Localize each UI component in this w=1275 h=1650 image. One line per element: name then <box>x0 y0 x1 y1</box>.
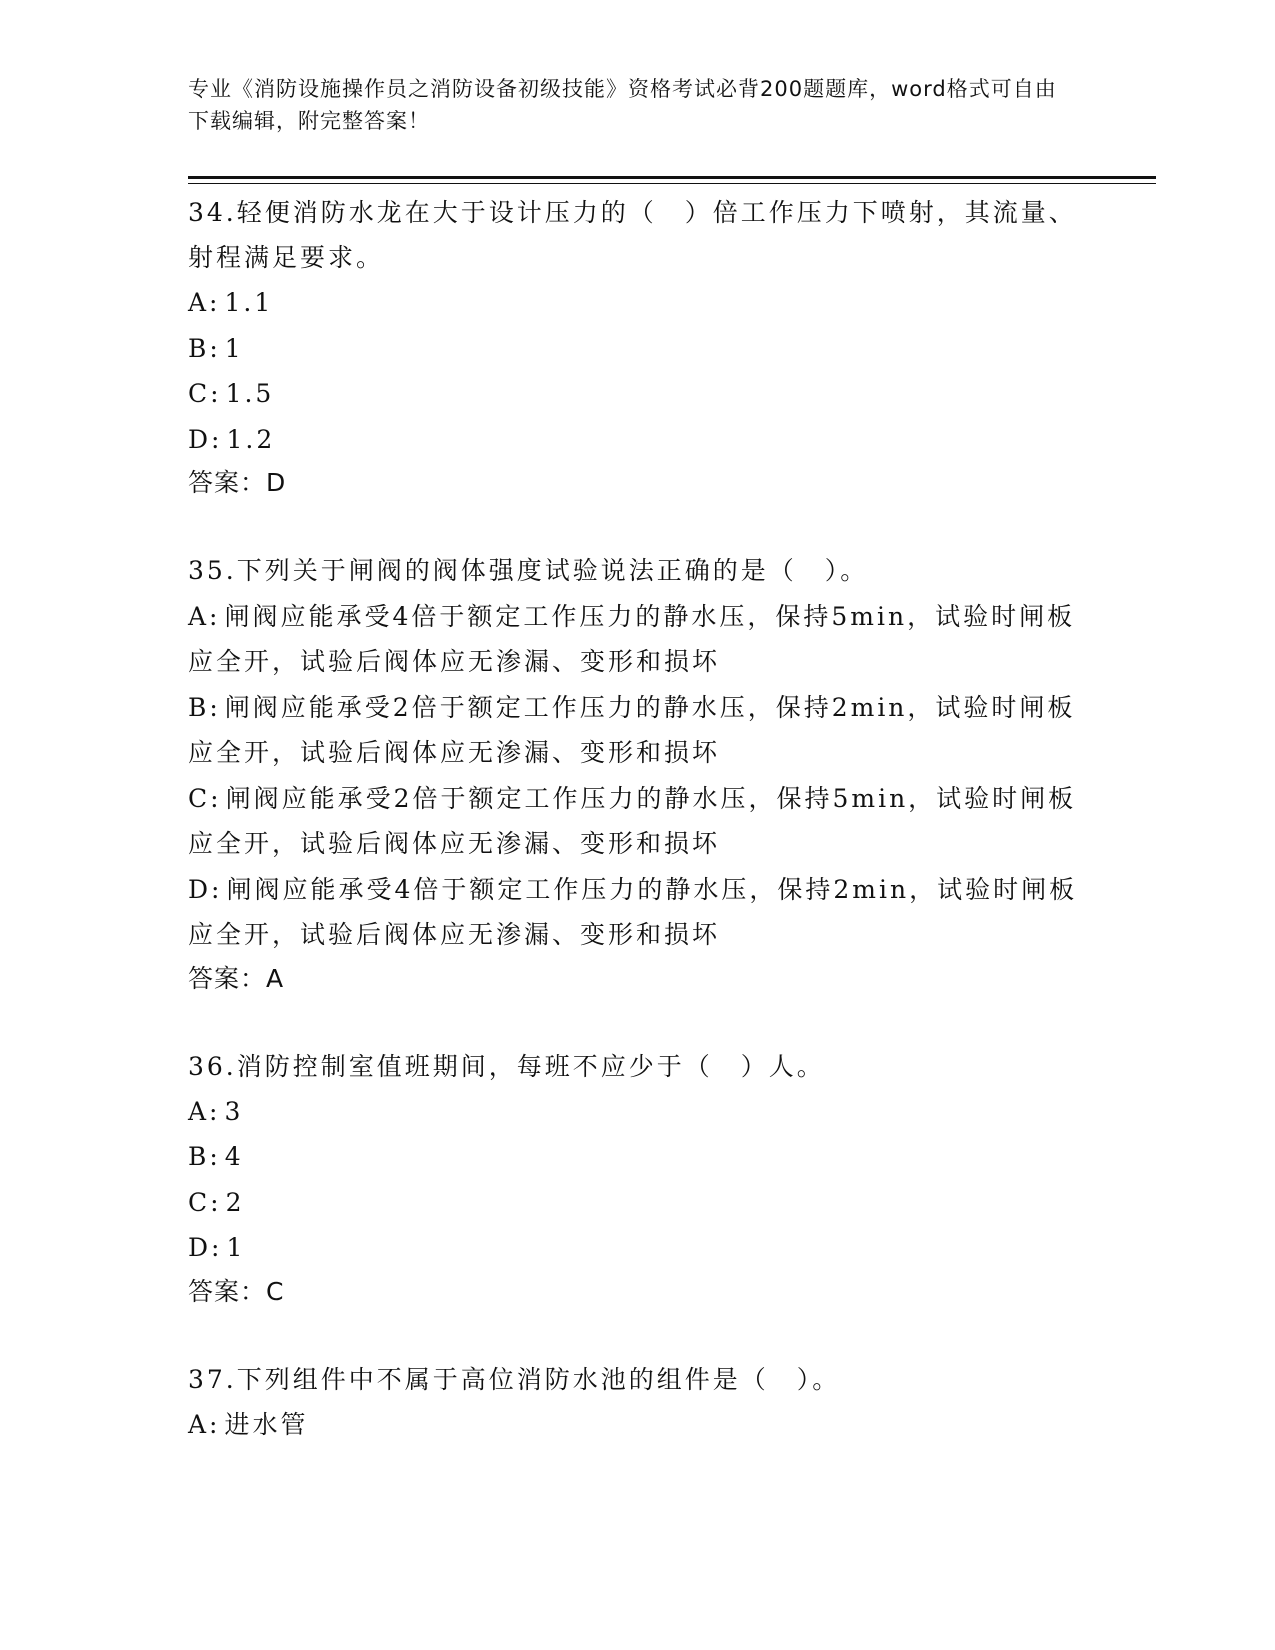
option-a <box>188 1402 1088 1448</box>
option-letter: C: <box>188 783 222 813</box>
question-stem: 35.下列关于闸阀的阀体强度试验说法正确的是（ ）。 <box>188 556 869 585</box>
question-stem: 37.下列组件中不属于高位消防水池的组件是（ ）。 <box>188 1364 841 1394</box>
question-stem: 36.消防控制室值班期间，每班不应少于（ ）人。 <box>188 1051 825 1081</box>
option-text: 1 <box>224 333 244 363</box>
option-letter: C: <box>188 1187 222 1217</box>
answer: 答案：D <box>188 468 287 497</box>
option-a <box>188 280 1088 326</box>
option-letter: D: <box>188 424 223 454</box>
option-a <box>188 594 1088 685</box>
option-letter: D: <box>188 1233 223 1262</box>
option-text: 4 <box>224 1142 244 1171</box>
option-d <box>188 417 1088 463</box>
option-d <box>188 867 1088 958</box>
option-letter: A: <box>188 1409 221 1439</box>
header-rule-thin <box>188 183 1156 184</box>
option-text: 3 <box>224 1096 244 1126</box>
option-text: 闸阀应能承受2倍于额定工作压力的静水压，保持5min，试验时闸板应全开，试验后阀体应无渗漏、变形和损坏 <box>188 783 1077 858</box>
document-header: 专业《消防设施操作员之消防设备初级技能》资格考试必背200题题库，word格式可自由下载编辑，附完整答案！ <box>188 77 1057 133</box>
option-c <box>188 776 1088 867</box>
option-text: 进水管 <box>224 1409 309 1439</box>
option-d <box>188 1225 1088 1271</box>
option-letter: C: <box>188 379 222 408</box>
option-c <box>188 1180 1088 1226</box>
question-36 <box>188 1044 1088 1313</box>
option-text: 1.2 <box>226 424 276 454</box>
question-stem: 34.轻便消防水龙在大于设计压力的（ ）倍工作压力下喷射，其流量、射程满足要求。 <box>188 198 1077 272</box>
option-text: 闸阀应能承受4倍于额定工作压力的静水压，保持5min，试验时闸板应全开，试验后阀体应无渗漏、变形和损坏 <box>188 601 1076 676</box>
option-text: 1.1 <box>224 288 274 317</box>
option-letter: A: <box>188 288 221 317</box>
option-letter: B: <box>188 692 221 722</box>
question-37 <box>188 1357 1088 1448</box>
option-text: 2 <box>225 1187 245 1217</box>
option-text: 1 <box>226 1233 246 1262</box>
header-rule-thick <box>188 176 1156 179</box>
answer: 答案：C <box>188 1276 285 1306</box>
option-text: 1.5 <box>225 379 275 408</box>
option-letter: D: <box>188 874 223 904</box>
option-text: 闸阀应能承受2倍于额定工作压力的静水压，保持2min，试验时闸板应全开，试验后阀体应无渗漏、变形和损坏 <box>188 692 1076 767</box>
option-b <box>188 326 1088 372</box>
option-letter: B: <box>188 1142 221 1171</box>
option-b <box>188 1134 1088 1180</box>
option-letter: B: <box>188 333 221 363</box>
option-letter: A: <box>188 601 221 631</box>
option-a <box>188 1089 1088 1135</box>
option-letter: A: <box>188 1096 221 1126</box>
answer: 答案：A <box>188 963 285 993</box>
question-list <box>188 190 1088 1491</box>
question-35 <box>188 548 1088 1000</box>
question-34 <box>188 190 1088 504</box>
option-c <box>188 371 1088 417</box>
option-b <box>188 685 1088 776</box>
option-text: 闸阀应能承受4倍于额定工作压力的静水压，保持2min，试验时闸板应全开，试验后阀体应无渗漏、变形和损坏 <box>188 874 1078 949</box>
